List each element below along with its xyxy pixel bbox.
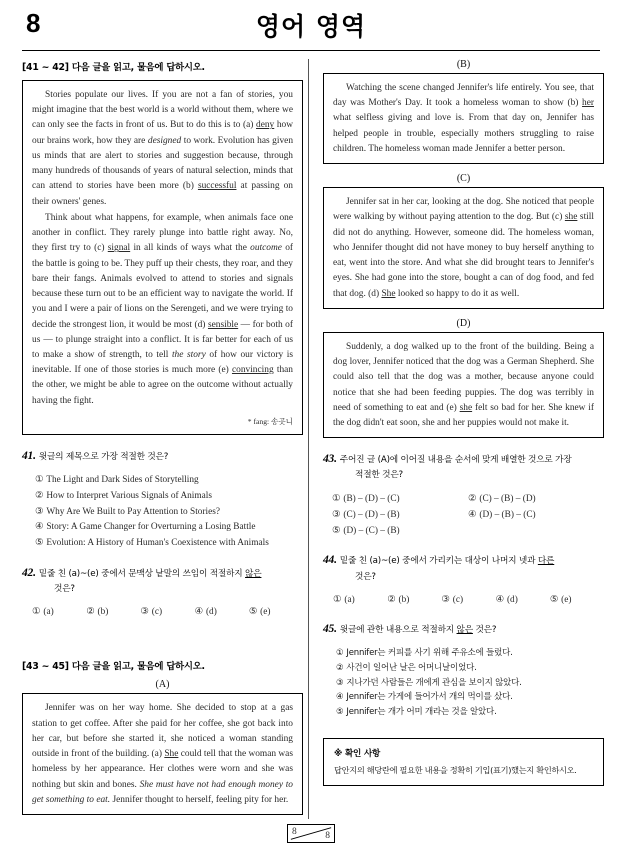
text-run: than the other, we might be able to agree on the outcome without actually having the fight.: [32, 365, 293, 406]
footer-page-number-right: 8: [325, 831, 330, 841]
reference-e-she: she: [459, 402, 473, 413]
footer-page-box: [287, 824, 335, 843]
reference-c-she: she: [564, 212, 578, 223]
question-43-stem-line2: 적절한 것은?: [355, 470, 403, 481]
question-42-emphasis: 않은: [245, 568, 262, 579]
question-44-stem: [323, 552, 604, 583]
text-run: Stories populate our lives. If you are not a fan of stories, you might imagine that the best world is a world without them, where we can only see the facts in front of us. But to do this is to (a): [32, 90, 293, 131]
text-run: looked so happy to do it as well.: [395, 288, 520, 299]
choice-text: 사건이 일어난 날은 어머니날이었다.: [346, 663, 477, 674]
question-43-choices: [323, 491, 604, 540]
italic-the-story: the story: [171, 349, 206, 360]
passage-C-label: (C): [456, 173, 471, 185]
text-run: what selfless giving and love is. From that day on, Jennifer has helped people in trouble, especially mothers struggling to raise children. The homeless woman made Jennifer a better person.: [333, 113, 594, 154]
question-44-stem-text: 밑줄 친 (a)~(e) 중에서 가리키는 대상이 나머지 넷과: [339, 556, 538, 567]
choice-text: (B) – (D) – (C): [343, 493, 400, 504]
vocab-e-convincing: convincing: [231, 365, 274, 376]
choice-marker: ③: [336, 677, 344, 688]
passage-B: [323, 73, 604, 164]
confirmation-text: 답안지의 해당란에 필요한 내용을 정확히 기입(표기)했는지 확인하시오.: [334, 764, 577, 775]
choice-marker: ⑤: [248, 606, 258, 617]
choice-option[interactable]: [441, 593, 495, 609]
question-42-number: 42.: [22, 566, 36, 579]
choice-marker: ④: [336, 692, 344, 703]
question-42-stem-text: 밑줄 친 (a)~(e) 중에서 문맥상 낱말의 쓰임이 적절하지: [38, 568, 246, 579]
choice-option[interactable]: [468, 491, 604, 507]
choice-text: (a): [43, 606, 54, 617]
passage-paragraph-2: [32, 211, 293, 409]
choice-text: The Light and Dark Sides of Storytelling: [46, 475, 199, 486]
choice-marker: ①: [333, 594, 342, 605]
set-heading-43-45: [43 ~ 45] 다음 글을 읽고, 물음에 답하시오.: [22, 661, 205, 673]
reference-a-she: She: [164, 749, 179, 760]
question-44-number: 44.: [323, 554, 337, 567]
choice-marker: ②: [387, 594, 396, 605]
question-41-choices: [22, 473, 303, 551]
choice-option[interactable]: [336, 646, 604, 661]
choice-option[interactable]: [336, 676, 604, 691]
reference-b-her: her: [582, 98, 594, 109]
choice-text: (e): [260, 606, 271, 617]
passage-C-text: [333, 195, 594, 302]
choice-marker: ②: [336, 663, 344, 674]
choice-text: Story: A Game Changer for Overturning a Losing Battle: [46, 522, 256, 533]
choice-marker: ②: [468, 493, 477, 504]
choice-marker: ①: [336, 648, 344, 659]
passage-footnote: * fang: 송곳니: [247, 416, 293, 426]
question-41-number: 41.: [22, 450, 36, 463]
choice-option[interactable]: [195, 605, 249, 621]
choice-text: (e): [561, 594, 572, 605]
text-run: Jennifer was on her way home. She decided to stop at a gas station to get coffee. After she paid for her coffee, she got back into her car, but before she started it, she noticed a woman standing outside in front of the building. (a): [32, 703, 293, 760]
text-run: still did not do anything. However, someone did. The homeless woman, who Jennifer thought did not have money to buy herself anything to eat, went into the store. And what she did brought tears to Jennifer's eyes. She had gone into the store, bought a can of dog food, and fed that dog. (d): [333, 212, 594, 299]
choice-marker: ①: [332, 493, 341, 504]
text-run: — for both of us — to plunge straight into a conflict. It is far better for each of us to make a show of strength, to tell: [32, 319, 293, 360]
question-45-stem: [323, 621, 604, 638]
choice-text: (b): [97, 606, 109, 617]
question-43-number: 43.: [323, 453, 337, 466]
question-42-choices: [22, 605, 303, 621]
text-run: at passing on their owners' genes.: [32, 181, 293, 207]
choice-option[interactable]: [332, 491, 468, 507]
choice-option[interactable]: [32, 605, 86, 621]
question-41: [22, 448, 303, 551]
question-43-stem: [323, 451, 604, 482]
choice-option[interactable]: [35, 505, 303, 521]
question-45-stem-tail: 것은?: [472, 625, 497, 636]
left-column: [22, 59, 313, 821]
page-footer: [0, 824, 622, 843]
choice-text: (c): [151, 606, 163, 617]
passage-B-text: [333, 81, 594, 157]
exam-page: [0, 10, 622, 849]
text-run: Watching the scene changed Jennifer's life entirely. You see, that day was Mother's Day. It took a homeless woman to show (b): [333, 83, 594, 109]
choice-option[interactable]: [550, 593, 604, 609]
text-run: Think about what happens, for example, when animals face one another in conflict. They rarely plunge into battle right away. No, they first try to (c): [32, 212, 293, 254]
passage-41-42: [22, 80, 303, 435]
choice-option[interactable]: [332, 507, 468, 523]
passage-D: [323, 332, 604, 438]
choice-marker: ⑤: [332, 526, 341, 537]
choice-text: (a): [344, 594, 355, 605]
vocab-d-sensible: sensible: [207, 319, 239, 330]
choice-option[interactable]: [468, 507, 604, 523]
confirmation-notice-box: [323, 738, 604, 786]
vocab-a-deny: deny: [256, 120, 275, 131]
passage-A-text: [32, 701, 293, 808]
choice-marker: ③: [332, 509, 341, 520]
choice-option[interactable]: [140, 605, 194, 621]
choice-option[interactable]: [336, 690, 604, 705]
choice-marker: ⑤: [336, 706, 344, 717]
choice-option[interactable]: [35, 473, 303, 489]
question-42: [22, 565, 303, 621]
vocab-c-signal: signal: [107, 243, 131, 254]
choice-marker: ①: [35, 475, 44, 486]
passage-paragraph-1: [32, 88, 293, 210]
confirmation-title: ※ 확인 사항: [334, 748, 381, 759]
text-run: Jennifer sat in her car, looking at the dog. She noticed that people were walking by without paying attention to the dog. But (c): [333, 197, 594, 223]
right-column: [313, 59, 604, 821]
passage-B-label: (B): [456, 59, 471, 70]
question-41-stem-text: 윗글의 제목으로 가장 적절한 것은?: [38, 452, 169, 463]
choice-text: Evolution: A History of Human's Coexistence with Animals: [46, 537, 269, 548]
text-run: in all kinds of ways what the: [130, 243, 251, 254]
columns-container: [22, 59, 600, 821]
question-41-stem: [22, 448, 303, 465]
choice-marker: ⑤: [35, 537, 44, 548]
reference-d-she: She: [381, 288, 396, 299]
text-run: of how our victory is inevitable. If one of those stories is much more (e): [32, 349, 293, 376]
choice-text: (D) – (B) – (C): [479, 509, 536, 520]
question-45-number: 45.: [323, 623, 337, 636]
question-43-stem-line1: 주어진 글 (A)에 이어질 내용을 순서에 맞게 배열한 것으로 가장: [339, 455, 572, 466]
italic-outcome: outcome: [250, 243, 282, 254]
page-header: [22, 10, 600, 51]
choice-text: (c): [452, 594, 464, 605]
choice-text: (D) – (C) – (B): [343, 526, 400, 537]
text-run: Jennifer thought to herself, feeling pity for her.: [110, 794, 289, 805]
choice-option[interactable]: [387, 593, 441, 609]
question-45-stem-text: 윗글에 관한 내용으로 적절하지: [339, 625, 457, 636]
choice-marker: ③: [140, 606, 149, 617]
choice-option[interactable]: [336, 661, 604, 676]
passage-C: [323, 187, 604, 309]
choice-marker: ②: [86, 606, 95, 617]
passage-A: [22, 693, 303, 815]
choice-text: (C) – (D) – (B): [343, 509, 400, 520]
question-44-emphasis: 다른: [537, 556, 555, 567]
choice-marker: ③: [441, 594, 450, 605]
vocab-b-successful: successful: [197, 181, 237, 192]
text-run: how our brains work, how they are: [32, 120, 293, 146]
choice-text: (d): [506, 594, 518, 605]
choice-text: (C) – (B) – (D): [479, 493, 536, 504]
choice-option[interactable]: [35, 489, 303, 505]
choice-marker: ①: [32, 606, 41, 617]
passage-D-label: (D): [456, 317, 471, 329]
question-44-choices: [323, 593, 604, 609]
choice-marker: ③: [35, 506, 44, 517]
question-42-stem-line2: 것은?: [54, 583, 75, 594]
question-45-choices: [323, 646, 604, 719]
choice-text: Jennifer는 커피를 사기 위해 주유소에 들렀다.: [346, 648, 513, 659]
choice-option[interactable]: [496, 593, 550, 609]
choice-marker: ②: [35, 491, 44, 502]
question-45: [323, 621, 604, 719]
choice-option[interactable]: [35, 520, 303, 536]
choice-text: 지나가던 사람들은 개에게 관심을 보이지 않았다.: [346, 677, 522, 688]
question-44-stem-line2: 것은?: [355, 571, 376, 582]
page-title: 영어 영역: [255, 12, 367, 41]
choice-text: (d): [205, 606, 217, 617]
passage-D-text: [333, 340, 594, 431]
italic-designed: designed: [147, 135, 182, 146]
text-run: could tell that the woman was homeless by her appearance. Her clothes were worn and she was nothing but skin and bones.: [32, 749, 293, 790]
choice-marker: ④: [495, 594, 504, 605]
question-44: [323, 552, 604, 608]
choice-text: How to Interpret Various Signals of Animals: [46, 491, 212, 502]
footer-page-number-left: 8: [292, 827, 297, 837]
question-45-emphasis: 않은: [456, 625, 473, 636]
question-43: [323, 451, 604, 539]
choice-option[interactable]: [333, 593, 387, 609]
question-42-stem: [22, 565, 303, 596]
choice-option[interactable]: [249, 605, 303, 621]
text-run: of the battle is going to be. They puff up their chests, they roar, and they bare their fangs. Animals evolved to attend to stories and signals because these turn out to be an efficient way to navigate the world. If you and I were a pair of lions on the Serengeti, and we were trying to decide the strongest lion, it would be most (d): [32, 243, 294, 330]
text-run: felt so bad for her. She knew if the dog didn't eat soon, she and her puppies would not make it.: [333, 402, 595, 428]
choice-option[interactable]: [86, 605, 140, 621]
choice-text: Jennifer는 가게에 들어가서 개의 먹이를 샀다.: [346, 692, 513, 703]
choice-option[interactable]: [332, 523, 468, 539]
set-heading-41-42: [41 ~ 42] 다음 글을 읽고, 물음에 답하시오.: [22, 62, 205, 73]
text-run: to work. Evolution has given us minds that are alert to stories and suggestion because, through many hundreds of thousands of years of natural selection, minds that can attend to stories have been more (b): [32, 135, 294, 192]
choice-text: Why Are We Built to Pay Attention to Stories?: [46, 506, 220, 517]
choice-option[interactable]: [336, 705, 604, 720]
choice-marker: ④: [35, 522, 44, 533]
choice-text: (b): [398, 594, 410, 605]
text-run: Suddenly, a dog walked up to the front of the building. Being a dog lover, Jennifer noticed that the dog was a German Shepherd. She could also tell that the dog was a mother, because anyone could notice that she had been feeding puppies. The dog was terribly in need of something to eat and (e): [333, 341, 594, 413]
choice-marker: ⑤: [549, 594, 559, 605]
passage-A-label: (A): [155, 679, 170, 691]
choice-marker: ④: [468, 509, 477, 520]
choice-text: Jennifer는 개가 어미 개라는 것을 알았다.: [346, 706, 497, 717]
choice-marker: ④: [194, 606, 203, 617]
header-page-number: 8: [26, 8, 41, 38]
italic-thought: She must have not had enough money to get something to eat.: [32, 779, 293, 805]
choice-option[interactable]: [35, 536, 303, 552]
